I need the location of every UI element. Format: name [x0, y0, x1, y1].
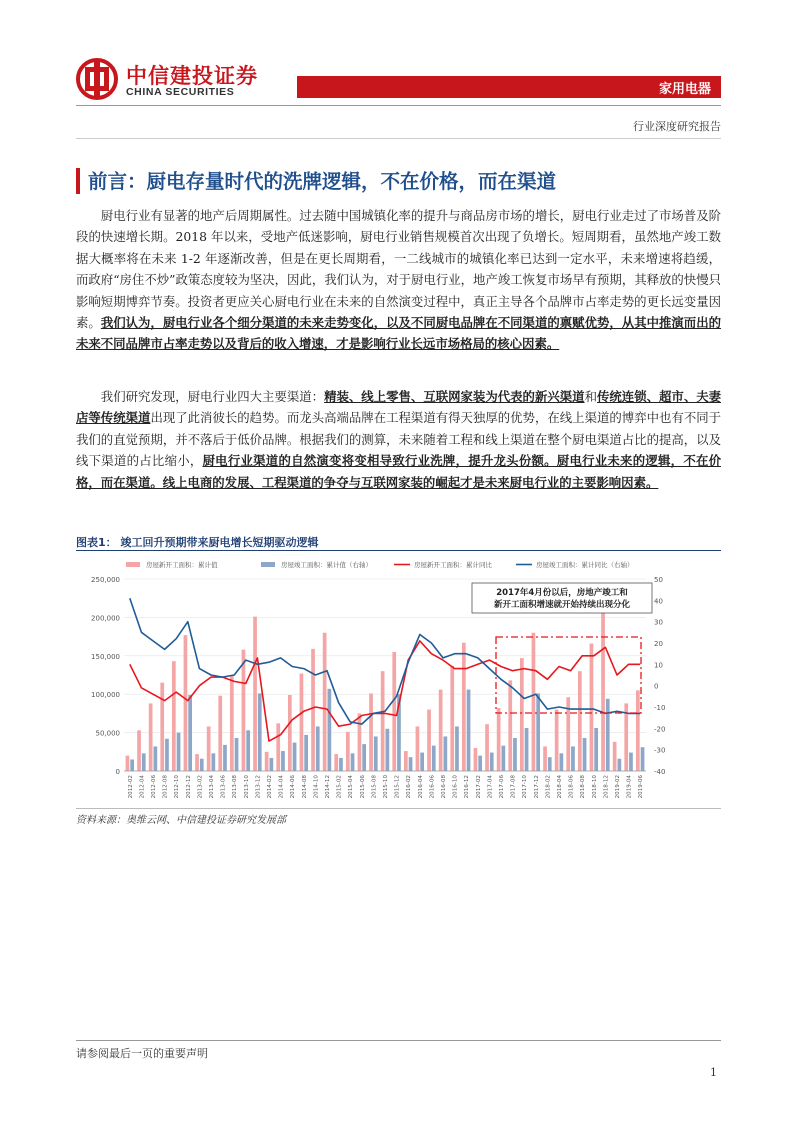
- bar-new-start: [427, 710, 431, 771]
- y-right-tick-label: 40: [654, 597, 663, 606]
- x-tick-label: 2013-06: [220, 775, 227, 799]
- brand-logo: [76, 58, 276, 100]
- bar-new-start: [218, 696, 222, 771]
- x-tick-label: 2015-04: [348, 775, 355, 799]
- bar-new-start: [160, 683, 164, 771]
- y-right-tick-label: -20: [654, 725, 666, 734]
- brand-name-cn: 中信建投证券: [126, 64, 258, 88]
- bar-completion: [188, 695, 192, 771]
- footer-divider: [76, 1040, 721, 1041]
- bar-completion: [409, 757, 413, 771]
- legend-swatch-1: [261, 562, 275, 567]
- bar-completion: [467, 690, 471, 771]
- x-tick-label: 2019-02: [615, 775, 621, 799]
- bar-completion: [606, 699, 610, 771]
- bar-new-start: [439, 690, 443, 771]
- bar-completion: [536, 693, 540, 771]
- x-tick-label: 2012-12: [185, 775, 192, 799]
- y-right-tick-label: 30: [654, 618, 663, 627]
- brand-name-en: CHINA SECURITIES: [126, 86, 235, 98]
- y-right-tick-label: 10: [654, 661, 663, 670]
- bar-new-start: [195, 754, 199, 771]
- y-left-tick-label: 50,000: [95, 729, 120, 738]
- bar-completion: [629, 753, 633, 771]
- bar-new-start: [207, 726, 211, 771]
- paragraph-2-bold-1: 精装、线上零售、互联网家装为代表的新兴渠道: [324, 389, 585, 404]
- x-tick-label: 2013-02: [197, 775, 204, 799]
- x-tick-label: 2014-06: [290, 775, 297, 799]
- bar-completion: [420, 753, 424, 771]
- bar-new-start: [276, 723, 280, 771]
- bar-completion: [374, 736, 378, 771]
- bar-new-start: [543, 746, 547, 771]
- bar-new-start: [172, 661, 176, 771]
- bar-new-start: [369, 693, 373, 771]
- bar-new-start: [613, 742, 617, 771]
- legend-swatch-0: [126, 562, 140, 567]
- bar-completion: [246, 730, 250, 771]
- bar-new-start: [532, 633, 536, 771]
- bar-new-start: [358, 713, 362, 771]
- x-tick-label: 2014-08: [301, 775, 308, 799]
- footer-disclaimer: 请参阅最后一页的重要声明: [76, 1047, 208, 1060]
- x-tick-label: 2014-04: [278, 775, 285, 799]
- header-divider-2: [76, 138, 721, 139]
- bar-new-start: [300, 673, 304, 771]
- bar-new-start: [265, 752, 269, 771]
- x-tick-label: 2013-04: [209, 775, 215, 799]
- bar-new-start: [381, 671, 385, 771]
- bar-new-start: [323, 633, 327, 771]
- x-tick-label: 2018-08: [580, 775, 587, 799]
- bar-completion: [641, 747, 645, 771]
- y-right-tick-label: 0: [654, 682, 659, 691]
- paragraph-2-bold-3: 厨电行业渠道的自然演变将变相导致行业洗牌，提升龙头份额。厨电行业未来的逻辑，不在价格，而在渠道。线上电商的发展、工程渠道的争夺与互联网家装的崛起才是未来厨电行业的主要影响因素。: [76, 453, 722, 490]
- x-tick-label: 2016-06: [429, 775, 436, 799]
- x-tick-label: 2012-10: [174, 775, 181, 799]
- heading-accent-bar: [76, 168, 80, 194]
- x-tick-label: 2015-02: [336, 775, 343, 799]
- bar-new-start: [346, 732, 350, 771]
- bar-completion: [258, 693, 262, 771]
- bar-completion: [444, 736, 448, 771]
- bar-new-start: [450, 666, 454, 771]
- y-left-tick-label: 250,000: [91, 576, 120, 584]
- header-divider: [76, 105, 721, 106]
- x-tick-label: 2016-10: [452, 775, 459, 799]
- bar-completion: [594, 728, 598, 771]
- y-left-tick-label: 200,000: [91, 614, 120, 623]
- x-tick-label: 2017-04: [487, 775, 494, 799]
- bar-completion: [154, 746, 158, 771]
- bar-new-start: [126, 756, 130, 771]
- x-tick-label: 2017-08: [510, 775, 517, 799]
- bar-new-start: [636, 690, 640, 771]
- x-tick-label: 2018-02: [545, 775, 552, 799]
- bar-completion: [502, 746, 506, 771]
- paragraph-2-text-2: 和: [584, 389, 597, 404]
- legend-label-2: 房屋新开工面积：累计同比: [414, 561, 492, 569]
- chart: [76, 555, 721, 803]
- x-tick-label: 2016-04: [417, 775, 424, 799]
- x-tick-label: 2017-06: [499, 775, 505, 799]
- bar-completion: [560, 753, 564, 771]
- bar-completion: [432, 746, 436, 771]
- y-right-tick-label: 20: [654, 640, 663, 648]
- y-right-tick-label: -10: [654, 704, 666, 712]
- bar-completion: [339, 758, 343, 771]
- bar-new-start: [392, 652, 396, 771]
- x-tick-label: 2014-12: [325, 775, 331, 799]
- bar-completion: [548, 757, 552, 771]
- bar-new-start: [334, 754, 338, 771]
- x-tick-label: 2014-10: [313, 775, 320, 799]
- paragraph-1-text: 厨电行业有显著的地产后周期属性。过去随中国城镇化率的提升与商品房市场的增长，厨电行业走过了市场普及阶段的快速增长期。2018 年以来，受地产低迷影响，厨电行业销售规模首次出现了负增长。短周期看，虽然地产竣工数据大概率将在未来 1-2 年逐渐改善，但是在更长周期看，一二线城市的城镇化率已达到一定水平，未来增速将趋缓，而政府“房住不炒”政策态度较为坚决，因此，我们认为，对于厨电行业，地产竣工恢复市场早有预期，其释放的快慢只影响短期博弈节奏。投资者更应关心厨电行业在未来的自然演变过程中，真正主导各个品牌市占率走势的更长远变量因素。: [76, 208, 721, 331]
- legend-label-1: 房屋竣工面积：累计值（右轴）: [281, 561, 372, 569]
- x-tick-label: 2018-10: [591, 775, 598, 799]
- bar-completion: [270, 758, 274, 771]
- bar-new-start: [404, 751, 408, 771]
- annotation-text-2: 新开工面积增速就开始持续出现分化: [493, 600, 631, 610]
- x-tick-label: 2018-04: [557, 775, 563, 799]
- bar-new-start: [416, 726, 420, 771]
- bar-completion: [235, 738, 239, 771]
- bar-completion: [200, 759, 204, 771]
- paragraph-2: [76, 386, 721, 493]
- x-tick-label: 2016-02: [406, 775, 413, 799]
- sector-tag: [297, 76, 721, 98]
- x-tick-label: 2015-12: [394, 775, 401, 799]
- bar-completion: [513, 738, 517, 771]
- source-divider: [76, 808, 721, 809]
- bar-completion: [618, 759, 622, 771]
- bar-completion: [386, 729, 390, 771]
- y-left-tick-label: 150,000: [91, 652, 120, 661]
- x-tick-label: 2012-04: [139, 775, 146, 799]
- paragraph-2-text-1: 我们研究发现，厨电行业四大主要渠道：: [100, 389, 325, 404]
- y-right-tick-label: 50: [654, 576, 663, 584]
- x-tick-label: 2018-12: [603, 775, 610, 799]
- x-tick-label: 2017-10: [522, 775, 529, 799]
- bar-completion: [571, 746, 575, 771]
- bar-new-start: [184, 635, 188, 771]
- x-tick-label: 2013-10: [243, 775, 250, 799]
- bar-new-start: [590, 644, 594, 771]
- bar-new-start: [555, 710, 559, 771]
- bar-new-start: [508, 680, 512, 771]
- y-right-tick-label: -40: [654, 768, 666, 776]
- bar-new-start: [474, 748, 478, 771]
- paragraph-1: [76, 205, 721, 355]
- x-tick-label: 2012-06: [151, 775, 157, 799]
- bar-completion: [351, 753, 355, 771]
- x-tick-label: 2013-12: [255, 775, 262, 799]
- bar-new-start: [578, 671, 582, 771]
- bar-new-start: [485, 724, 489, 771]
- citic-logo-icon: [76, 58, 120, 100]
- section-heading: 前言：厨电存量时代的洗牌逻辑，不在价格，而在渠道: [88, 170, 557, 193]
- bar-new-start: [137, 730, 141, 771]
- x-tick-label: 2013-08: [232, 775, 239, 799]
- bar-new-start: [288, 695, 292, 771]
- bar-new-start: [520, 658, 524, 771]
- y-right-tick-label: -30: [654, 746, 666, 755]
- bar-completion: [177, 733, 181, 771]
- x-tick-label: 2016-08: [441, 775, 447, 799]
- bar-completion: [362, 744, 366, 771]
- annotation-text-1: 2017年4月份以后，房地产竣工和: [496, 588, 628, 598]
- paragraph-2-text-3: 出现了此消彼长的趋势。而龙头高端品牌在工程渠道有得天独厚的优势，在线上渠道的博弈中也有不同于我们的直觉预期，并不落后于低价品牌。根据我们的测算，未来随着工程和线上渠道在整个厨电渠道占比的提高，以及线下渠道的占比缩小，: [76, 410, 722, 469]
- paragraph-1-bold: 我们认为，厨电行业各个细分渠道的未来走势变化，以及不同厨电品牌在不同渠道的禀赋优势，从其中推演而出的未来不同品牌市占率走势以及背后的收入增速，才是影响行业长远市场格局的核心因素。: [76, 315, 722, 352]
- bar-completion: [455, 726, 459, 771]
- x-tick-label: 2019-04: [626, 775, 633, 799]
- x-tick-label: 2018-06: [568, 775, 575, 799]
- bar-completion: [478, 756, 482, 771]
- figure-title: 图表1： 竣工回升预期带来厨电增长短期驱动逻辑: [76, 536, 319, 549]
- bar-completion: [165, 739, 169, 771]
- bar-completion: [281, 751, 285, 771]
- figure-source: 资料来源：奥维云网、中信建投证券研究发展部: [76, 815, 286, 826]
- y-left-tick-label: 100,000: [91, 691, 120, 700]
- y-left-tick-label: 0: [115, 768, 120, 776]
- bar-new-start: [242, 650, 246, 771]
- bar-completion: [223, 745, 227, 771]
- bar-new-start: [311, 649, 315, 771]
- bar-completion: [130, 759, 134, 771]
- bar-completion: [525, 728, 529, 771]
- bar-completion: [328, 689, 332, 771]
- x-tick-label: 2016-12: [464, 775, 471, 799]
- x-tick-label: 2012-08: [162, 775, 169, 799]
- bar-completion: [304, 735, 308, 771]
- bar-new-start: [253, 617, 257, 771]
- x-tick-label: 2015-08: [371, 775, 378, 799]
- figure-divider: [76, 550, 721, 551]
- bar-new-start: [462, 643, 466, 771]
- page-number: 1: [710, 1066, 717, 1079]
- x-tick-label: 2015-10: [383, 775, 389, 799]
- bar-completion: [142, 753, 146, 771]
- paragraph-2-bold-2: 传统连锁、超市、夫妻店等传统渠道: [76, 389, 722, 426]
- x-tick-label: 2012-02: [127, 775, 134, 799]
- x-tick-label: 2019-06: [638, 775, 645, 799]
- x-tick-label: 2014-02: [267, 775, 273, 799]
- x-tick-label: 2017-12: [533, 775, 540, 799]
- bar-new-start: [149, 703, 153, 771]
- bar-completion: [293, 743, 297, 771]
- report-type: 行业深度研究报告: [633, 120, 721, 133]
- bar-new-start: [230, 675, 234, 771]
- x-tick-label: 2015-06: [359, 775, 366, 799]
- bar-completion: [212, 753, 216, 771]
- bar-new-start: [497, 708, 501, 771]
- bar-new-start: [601, 610, 605, 771]
- bar-completion: [583, 738, 587, 771]
- legend-label-3: 房屋竣工面积：累计同比（右轴）: [536, 561, 634, 569]
- x-tick-label: 2017-02: [475, 775, 482, 799]
- bar-completion: [316, 726, 320, 771]
- bar-completion: [490, 753, 494, 771]
- sector-label: 家用电器: [658, 82, 711, 97]
- legend-label-0: 房屋新开工面积：累计值: [146, 561, 218, 569]
